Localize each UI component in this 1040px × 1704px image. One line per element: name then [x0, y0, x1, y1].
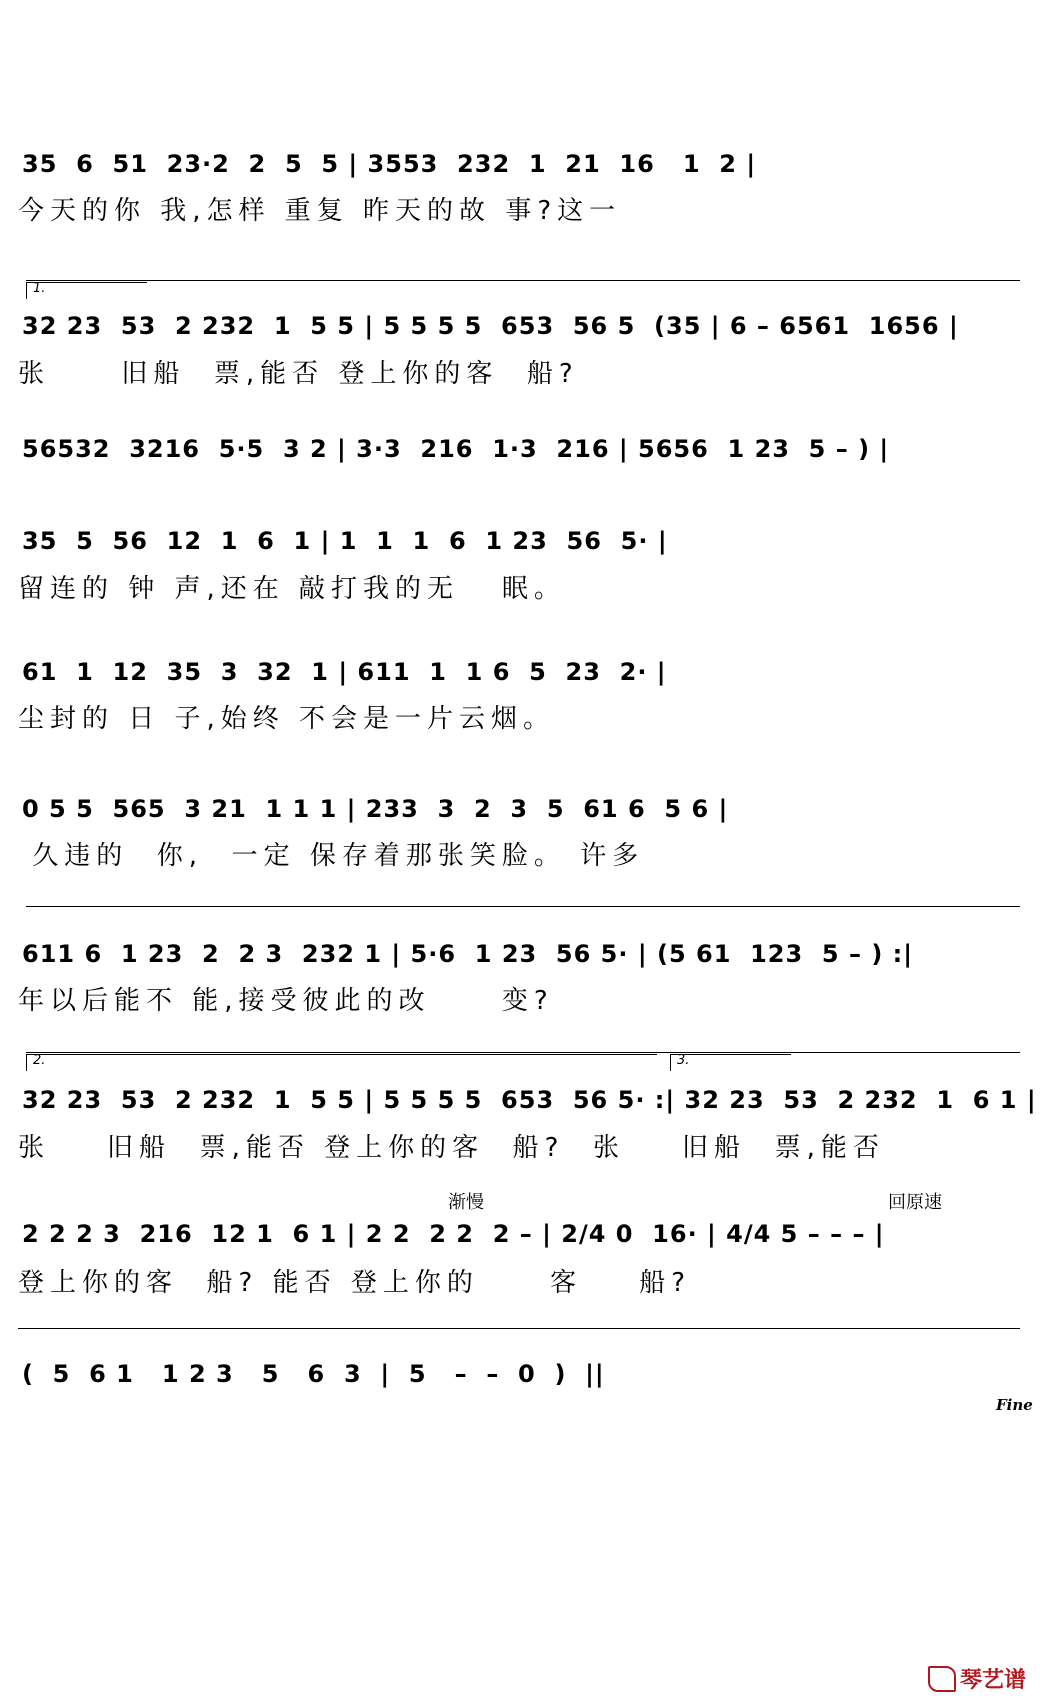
notation-line: 611 6 1 23 2 2 3 232 1 | 5·6 1 23 56 5· | (5 61 123 5 – ) :|: [22, 940, 914, 968]
notation-line: ( 5 6 1 1 2 3 5 6 3 | 5 – – 0 ) ||: [22, 1360, 605, 1388]
notation-line: 35 5 56 12 1 6 1 | 1 1 1 6 1 23 56 5· |: [22, 527, 668, 555]
lyric-line: 张 旧船 票,能否 登上你的客 船?: [18, 359, 579, 389]
lyric-line: 尘封的 日 子,始终 不会是一片云烟。: [18, 704, 556, 734]
repeat-bracket-line: [26, 906, 1020, 907]
fine-mark: Fine: [996, 1396, 1033, 1414]
notation-line: 32 23 53 2 232 1 5 5 | 5 5 5 5 653 56 5 (35 | 6 – 6561 1656 |: [22, 312, 959, 340]
lyric-line: 年以后能不 能,接受彼此的改 变?: [18, 986, 554, 1016]
lyric-line: 张 旧船 票,能否 登上你的客 船? 张 旧船 票,能否: [18, 1133, 885, 1163]
tempo-mark-resume: 回原速: [888, 1192, 942, 1213]
volta-2: 2.: [26, 1054, 657, 1071]
lyric-line: 登上你的客 船? 能否 登上你的 客 船?: [18, 1268, 692, 1298]
volta-1: 1.: [26, 282, 147, 299]
notation-line: 56532 3216 5·5 3 2 | 3·3 216 1·3 216 | 5656 1 23 5 – ) |: [22, 435, 890, 463]
logo-text: 琴艺谱: [959, 1668, 1026, 1693]
volta-line: [26, 1052, 1020, 1053]
notation-line: 0 5 5 565 3 21 1 1 1 | 233 3 2 3 5 61 6 5 6 |: [22, 795, 729, 823]
logo-icon: [928, 1666, 956, 1692]
notation-line: 2 2 2 3 216 12 1 6 1 | 2 2 2 2 2 – | 2/4 0 16· | 4/4 5 – – – |: [22, 1220, 885, 1248]
volta-line: [26, 280, 1020, 281]
site-logo: [928, 1663, 1026, 1694]
notation-line: 32 23 53 2 232 1 5 5 | 5 5 5 5 653 56 5· :| 32 23 53 2 232 1 6 1 |: [22, 1086, 1037, 1114]
tempo-mark-slow: 渐慢: [448, 1192, 484, 1213]
lyric-line: 今天的你 我,怎样 重复 昨天的故 事?这一: [18, 196, 622, 226]
volta-3: 3.: [670, 1054, 791, 1071]
notation-line: 35 6 51 23·2 2 5 5 | 3553 232 1 21 16 1 2 |: [22, 150, 757, 178]
lyric-line: 久违的 你, 一定 保存着那张笑脸。 许多: [18, 841, 645, 871]
bracket-line: [18, 1328, 1020, 1329]
notation-line: 61 1 12 35 3 32 1 | 611 1 1 6 5 23 2· |: [22, 658, 667, 686]
lyric-line: 留连的 钟 声,还在 敲打我的无 眠。: [18, 574, 566, 604]
